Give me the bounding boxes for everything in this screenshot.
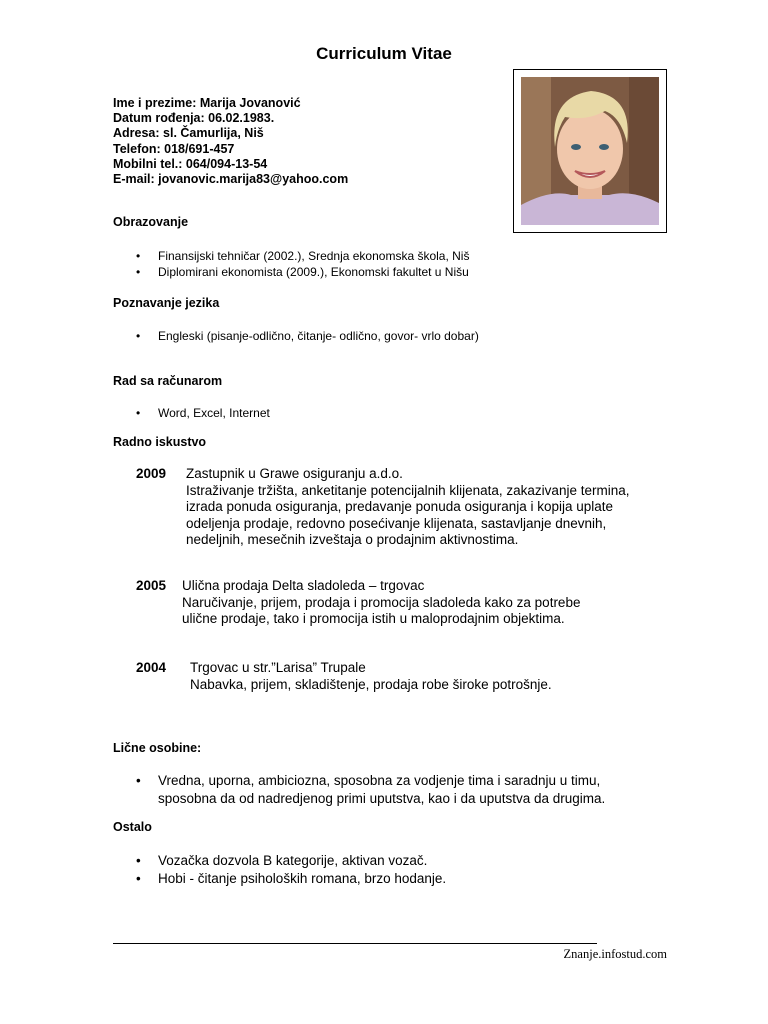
section-heading-other: Ostalo bbox=[113, 820, 152, 834]
document-title: Curriculum Vitae bbox=[316, 44, 452, 63]
experience-year: 2004 bbox=[136, 660, 167, 675]
list-item: • Diplomirani ekonomista (2009.), Ekonomski fakultet u Nišu bbox=[136, 265, 469, 279]
bullet-icon: • bbox=[136, 871, 141, 886]
footer-divider bbox=[113, 943, 597, 944]
contact-mobile: Mobilni tel.: 064/094-13-54 bbox=[113, 156, 268, 171]
other-list bbox=[136, 852, 446, 888]
contact-address: Adresa: sl. Čamurlija, Niš bbox=[113, 126, 264, 141]
list-item: • Finansijski tehničar (2002.), Srednja ekonomska škola, Niš bbox=[136, 249, 470, 263]
footer-source: Znanje.infostud.com bbox=[563, 947, 667, 961]
computer-list bbox=[136, 405, 270, 421]
section-heading-experience: Radno iskustvo bbox=[113, 435, 207, 449]
education-list bbox=[136, 248, 469, 280]
bullet-icon: • bbox=[136, 406, 141, 420]
bullet-icon: • bbox=[136, 265, 141, 279]
bullet-icon: • bbox=[136, 249, 141, 263]
contact-name: Ime i prezime: Marija Jovanović bbox=[113, 96, 301, 110]
list-item: • Word, Excel, Internet bbox=[136, 406, 270, 420]
contact-email: E-mail: jovanovic.marija83@yahoo.com bbox=[113, 172, 349, 187]
bullet-icon: • bbox=[136, 853, 141, 868]
contact-birthdate: Datum rođenja: 06.02.1983. bbox=[113, 111, 275, 126]
experience-year: 2009 bbox=[136, 466, 167, 481]
experience-year: 2005 bbox=[136, 578, 167, 593]
section-heading-education: Obrazovanje bbox=[113, 215, 189, 229]
personal-list bbox=[136, 772, 605, 808]
list-item: • Vredna, uporna, ambiciozna, sposobna za vodjenje tima i saradnju u timu, sposobna da od nadredjenog primi uputstva, kao i da uputstva da drugima. bbox=[136, 773, 606, 806]
contact-phone: Telefon: 018/691-457 bbox=[113, 141, 235, 156]
list-item: • Engleski (pisanje-odlično, čitanje- odlično, govor- vrlo dobar) bbox=[136, 329, 479, 343]
experience-entry: Trgovac u str.”Larisa” Trupale Nabavka, prijem, skladištenje, prodaja robe široke potrošnje. bbox=[190, 660, 552, 692]
section-heading-personal: Lične osobine: bbox=[113, 741, 202, 755]
profile-photo-frame bbox=[513, 69, 667, 233]
bullet-icon: • bbox=[136, 329, 141, 343]
list-item: • Vozačka dozvola B kategorije, aktivan vozač. bbox=[136, 853, 428, 868]
profile-photo bbox=[521, 77, 659, 225]
experience-entry: Zastupnik u Grawe osiguranju a.d.o. Istraživanje tržišta, anketitanje potencijalnih klijenata, zakazivanje termina, izrada ponuda osiguranja, predavanje ponuda osiguranja i kopija uplate odeljenja prodaje, redovno posećivanje klijenata, sastavljanje dnevnih, nedeljnih, mesečnih izveštaja o prodajnim aktivnostima. bbox=[186, 466, 630, 547]
contact-info bbox=[113, 96, 348, 187]
experience-entry: Ulična prodaja Delta sladoleda – trgovac Naručivanje, prijem, prodaja i promocija sladoleda kako za potrebe ulične prodaje, tako i promocija istih u maloprodajnim objektima. bbox=[182, 578, 581, 626]
list-item: • Hobi - čitanje psiholoških romana, brzo hodanje. bbox=[136, 871, 447, 886]
section-heading-languages: Poznavanje jezika bbox=[113, 296, 220, 310]
bullet-icon: • bbox=[136, 773, 141, 788]
section-heading-computer: Rad sa računarom bbox=[113, 374, 223, 388]
languages-list bbox=[136, 328, 479, 344]
